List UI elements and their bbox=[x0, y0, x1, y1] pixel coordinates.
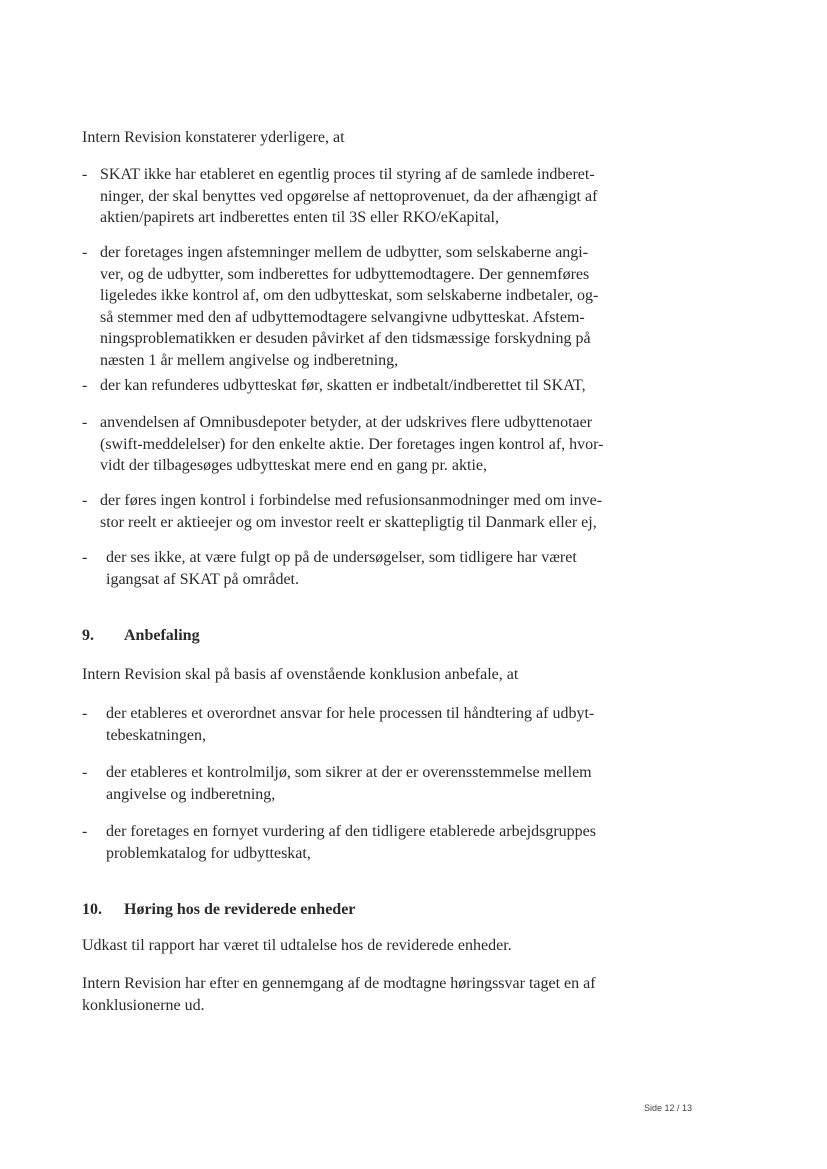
finding-line: vidt der tilbagesøges udbytteskat mere end en gang pr. aktie, bbox=[100, 457, 487, 474]
bullet-dash: - bbox=[82, 823, 88, 840]
bullet-dash: - bbox=[82, 166, 88, 183]
section-9-heading bbox=[82, 625, 200, 647]
section-title: Høring hos de reviderede enheder bbox=[124, 901, 356, 918]
recommendation-line: der foretages en fornyet vurdering af den tidligere etablerede arbejdsgruppes bbox=[106, 823, 596, 840]
section-10-paragraph: Udkast til rapport har været til udtalelse hos de reviderede enheder. bbox=[82, 937, 512, 954]
finding-line: så stemmer med den af udbyttemodtagere selvangivne udbytteskat. Afstem- bbox=[100, 308, 585, 326]
finding-line: aktien/papirets art indberettes enten til 3S eller RKO/eKapital, bbox=[100, 209, 499, 226]
paragraph-line: konklusionerne ud. bbox=[82, 996, 205, 1014]
section-number: 9. bbox=[82, 627, 94, 644]
finding-line: anvendelsen af Omnibusdepoter betyder, at der udskrives flere udbyttenotaer bbox=[100, 414, 593, 431]
finding-line: der føres ingen kontrol i forbindelse med refusionsanmodninger med om inve- bbox=[100, 492, 603, 509]
bullet-dash: - bbox=[82, 549, 88, 566]
finding-line: næsten 1 år mellem angivelse og indberetning, bbox=[100, 351, 399, 369]
recommendation-line: tebeskatningen, bbox=[106, 726, 206, 744]
recommendation-line: der etableres et overordnet ansvar for hele processen til håndtering af udbyt- bbox=[106, 705, 595, 722]
section-number: 10. bbox=[82, 901, 102, 918]
finding-line: igangsat af SKAT på området. bbox=[106, 570, 299, 588]
page-number: Side 12 / 13 bbox=[644, 1103, 693, 1113]
recommendation-line: der etableres et kontrolmiljø, som sikrer at der er overensstemmelse mellem bbox=[106, 764, 592, 781]
finding-line: stor reelt er aktieejer og om investor reelt er skattepligtig til Danmark eller ej, bbox=[100, 513, 597, 531]
section-9-intro: Intern Revision skal på basis af ovenstående konklusion anbefale, at bbox=[82, 666, 519, 683]
finding-line: SKAT ikke har etableret en egentlig proces til styring af de samlede indberet- bbox=[100, 166, 595, 183]
bullet-dash: - bbox=[82, 492, 88, 509]
recommendation-line: angivelse og indberetning, bbox=[106, 785, 276, 803]
finding-line: ligeledes ikke kontrol af, om den udbytteskat, som selskaberne indbetaler, og- bbox=[100, 287, 599, 304]
bullet-dash: - bbox=[82, 244, 88, 261]
recommendation-line: problemkatalog for udbytteskat, bbox=[106, 844, 311, 862]
finding-line: der kan refunderes udbytteskat før, skatten er indbetalt/indberettet til SKAT, bbox=[100, 377, 586, 394]
section-title: Anbefaling bbox=[124, 627, 200, 644]
bullet-dash: - bbox=[82, 764, 88, 781]
section-10-heading bbox=[82, 899, 355, 921]
bullet-dash: - bbox=[82, 377, 88, 394]
finding-line: ningsproblematikken er desuden påvirket af den tidsmæssige forskydning på bbox=[100, 330, 591, 347]
paragraph-line: Intern Revision har efter en gennemgang af de modtagne høringssvar taget en af bbox=[82, 975, 596, 992]
intro-text: Intern Revision konstaterer yderligere, at bbox=[82, 129, 345, 146]
bullet-dash: - bbox=[82, 705, 88, 722]
finding-line: (swift-meddelelser) for den enkelte aktie. Der foretages ingen kontrol af, hvor- bbox=[100, 435, 604, 453]
finding-line: ver, og de udbytter, som indberettes for udbyttemodtagere. Der gennemføres bbox=[100, 265, 590, 283]
section-10-paragraph bbox=[82, 973, 652, 1016]
finding-line: ninger, der skal benyttes ved opgørelse af nettoprovenuet, da der afhængigt af bbox=[100, 187, 598, 205]
finding-line: der ses ikke, at være fulgt op på de undersøgelser, som tidligere har været bbox=[106, 549, 577, 566]
finding-line: der foretages ingen afstemninger mellem de udbytter, som selskaberne angi- bbox=[100, 244, 589, 261]
bullet-dash: - bbox=[82, 414, 88, 431]
